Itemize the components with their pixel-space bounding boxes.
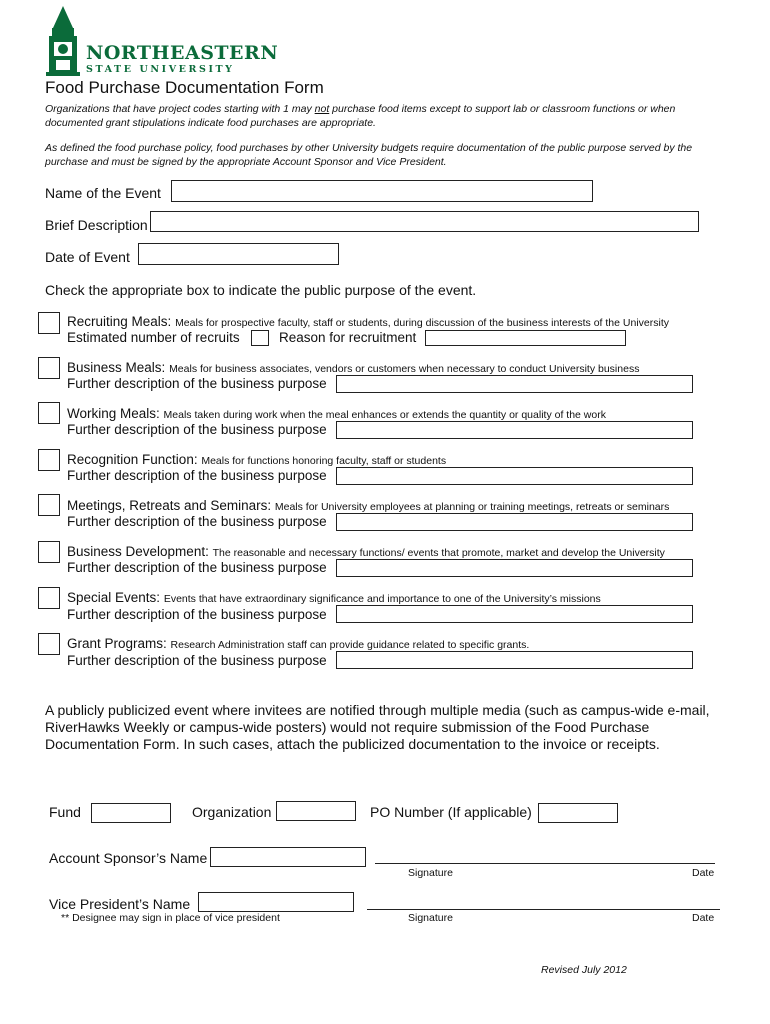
purpose-grant-programs-title: Grant Programs: Research Administration staff can provide guidance related to specific grants. — [67, 636, 530, 651]
business-meals-further-label: Further description of the business purpose — [67, 376, 327, 391]
business-meals-further-input[interactable] — [336, 375, 693, 393]
purpose-working-meals-title: Working Meals: Meals taken during work when the meal enhances or extends the quantity or quality of the work — [67, 406, 606, 421]
sponsor-signature-line[interactable] — [375, 863, 715, 864]
purpose-business-development-title: Business Development: The reasonable and necessary functions/ events that promote, market and develop the University — [67, 544, 665, 559]
purpose-recruiting-title: Recruiting Meals: Meals for prospective faculty, staff or students, during discussion of the business interests of the University — [67, 314, 669, 329]
business-development-further-label: Further description of the business purpose — [67, 560, 327, 575]
po-number-label: PO Number (If applicable) — [370, 804, 532, 820]
university-logo — [46, 6, 279, 76]
intro-paragraph-2: As defined the food purchase policy, food purchases by other University budgets require documentation of the public purpose served by the purchase and must be signed by the appropriate Account Sponsor and Vice President. — [45, 142, 693, 168]
intro-p1-end: purchase food items except to support lab or classroom functions or when documented grant stipulations indicate food purchases are appropriate. — [45, 103, 676, 129]
special-events-further-input[interactable] — [336, 605, 693, 623]
event-name-input[interactable] — [171, 180, 593, 202]
organization-input[interactable] — [276, 801, 356, 821]
tower-logo-icon — [46, 6, 80, 76]
sponsor-signature-caption: Signature — [408, 867, 453, 879]
date-of-event-label: Date of Event — [45, 249, 130, 265]
recognition-further-input[interactable] — [336, 467, 693, 485]
logo-university-subtitle: STATE UNIVERSITY — [86, 64, 235, 75]
revised-date: Revised July 2012 — [541, 964, 627, 976]
working-meals-further-input[interactable] — [336, 421, 693, 439]
recruits-count-input[interactable] — [251, 330, 269, 346]
checkbox-business-meals[interactable] — [38, 357, 60, 379]
form-title: Food Purchase Documentation Form — [45, 78, 324, 97]
event-name-label: Name of the Event — [45, 185, 161, 201]
checkbox-recognition-function[interactable] — [38, 449, 60, 471]
checkbox-recruiting-meals[interactable] — [38, 312, 60, 334]
special-events-further-label: Further description of the business purpose — [67, 607, 327, 622]
grant-programs-further-input[interactable] — [336, 651, 693, 669]
purpose-recognition-title: Recognition Function: Meals for functions honoring faculty, staff or students — [67, 452, 447, 467]
vp-signature-line[interactable] — [367, 909, 720, 910]
purpose-special-events-title: Special Events: Events that have extraordinary significance and importance to one of the University’s missions — [67, 590, 601, 605]
intro-p1-not: not — [314, 103, 330, 115]
brief-description-label: Brief Description — [45, 217, 148, 233]
purpose-meetings-title: Meetings, Retreats and Seminars: Meals for University employees at planning or training meetings, retreats or seminars — [67, 498, 670, 513]
grant-programs-further-label: Further description of the business purpose — [67, 653, 327, 668]
po-number-input[interactable] — [538, 803, 618, 823]
vp-signature-caption: Signature — [408, 912, 453, 924]
intro-paragraph-1 — [45, 102, 735, 130]
checkbox-meetings-retreats[interactable] — [38, 494, 60, 516]
business-development-further-input[interactable] — [336, 559, 693, 577]
logo-university-name: NORTHEASTERN — [86, 42, 279, 64]
intro-p1-start: Organizations that have project codes starting with 1 may — [45, 103, 315, 115]
check-instruction: Check the appropriate box to indicate the public purpose of the event. — [45, 282, 477, 298]
recruitment-reason-label: Reason for recruitment — [279, 330, 417, 345]
fund-label: Fund — [49, 804, 81, 820]
publicized-event-note: A publicly publicized event where invitees are notified through multiple media (such as campus-wide e-mail, RiverHawks Weekly or campus-wide posters) would not require submission of the Food Purchase Documentation Form. In such cases, attach the publicized documentation to the invoice or receipts. — [45, 702, 710, 752]
meetings-further-label: Further description of the business purpose — [67, 514, 327, 529]
fund-input[interactable] — [91, 803, 171, 823]
meetings-further-input[interactable] — [336, 513, 693, 531]
recruitment-reason-input[interactable] — [425, 330, 626, 346]
checkbox-special-events[interactable] — [38, 587, 60, 609]
account-sponsor-label: Account Sponsor’s Name — [49, 850, 208, 866]
checkbox-business-development[interactable] — [38, 541, 60, 563]
designee-note: ** Designee may sign in place of vice president — [61, 912, 280, 924]
purpose-business-meals-title: Business Meals: Meals for business associates, vendors or customers when necessary to conduct University business — [67, 360, 640, 375]
sponsor-date-caption: Date — [692, 867, 715, 879]
account-sponsor-input[interactable] — [210, 847, 366, 867]
working-meals-further-label: Further description of the business purpose — [67, 422, 327, 437]
vp-date-caption: Date — [692, 912, 715, 924]
date-of-event-input[interactable] — [138, 243, 339, 265]
recruits-count-label: Estimated number of recruits — [67, 330, 240, 345]
checkbox-working-meals[interactable] — [38, 402, 60, 424]
recognition-further-label: Further description of the business purpose — [67, 468, 327, 483]
organization-label: Organization — [192, 804, 272, 820]
vice-president-label: Vice President’s Name — [49, 896, 191, 912]
brief-description-input[interactable] — [150, 211, 699, 232]
checkbox-grant-programs[interactable] — [38, 633, 60, 655]
vice-president-input[interactable] — [198, 892, 354, 912]
